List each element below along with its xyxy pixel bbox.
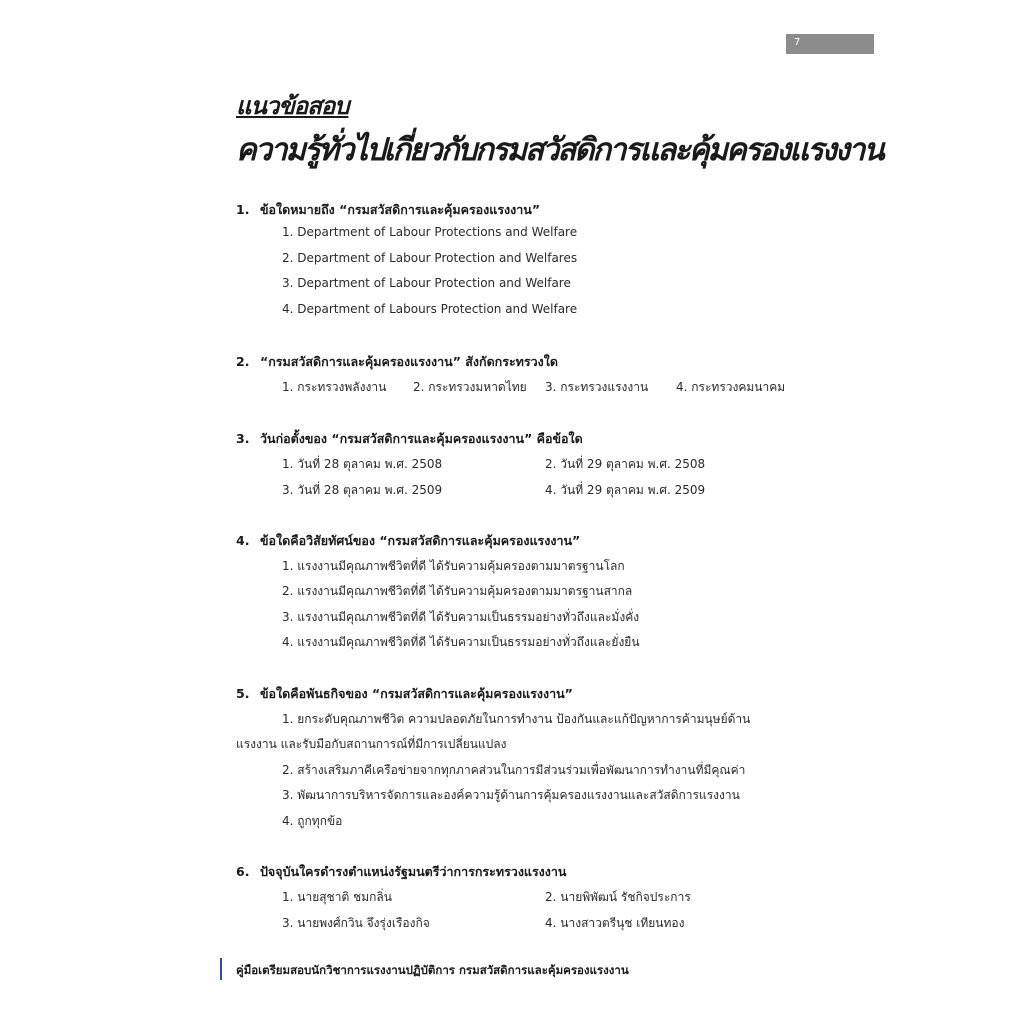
section-label: แนวข้อสอบ xyxy=(236,92,349,120)
question-2 xyxy=(236,352,558,372)
question-6-option-2: 2. นายพิพัฒน์ รัชกิจประการ xyxy=(545,890,691,904)
question-number: 5. xyxy=(236,686,250,701)
footer-text: คู่มือเตรียมสอบนักวิชาการแรงงานปฏิบัติการ กรมสวัสดิการและคุ้มครองแรงงาน xyxy=(236,963,629,977)
question-6-option-3: 3. นายพงศ์กวิน จึงรุ่งเรืองกิจ xyxy=(282,916,430,930)
question-number: 6. xyxy=(236,864,250,879)
page-number-box xyxy=(786,34,874,54)
question-5-option-3: 3. พัฒนาการบริหารจัดการและองค์ความรู้ด้านการคุ้มครองแรงงานและสวัสดิการแรงงาน xyxy=(282,788,740,802)
question-text: วันก่อตั้งของ “กรมสวัสดิการและคุ้มครองแรงงาน” คือข้อใด xyxy=(260,431,583,446)
question-text: ปัจจุบันใครดำรงตำแหน่งรัฐมนตรีว่าการกระทรวงแรงงาน xyxy=(260,864,567,879)
question-3 xyxy=(236,429,583,449)
question-5-option-1-continued: แรงงาน และรับมือกับสถานการณ์ที่มีการเปลี่ยนแปลง xyxy=(236,737,507,751)
question-4-option-3: 3. แรงงานมีคุณภาพชีวิตที่ดี ได้รับความเป็นธรรมอย่างทั่วถึงและมั่งคั่ง xyxy=(282,610,640,624)
question-5-option-1: 1. ยกระดับคุณภาพชีวิต ความปลอดภัยในการทำงาน ป้องกันและแก้ปัญหาการค้ามนุษย์ด้าน xyxy=(282,712,751,726)
question-5-option-4: 4. ถูกทุกข้อ xyxy=(282,814,343,828)
question-number: 4. xyxy=(236,533,250,548)
question-number: 3. xyxy=(236,431,250,446)
question-1-option-4: 4. Department of Labours Protection and Welfare xyxy=(282,302,578,316)
question-3-option-1: 1. วันที่ 28 ตุลาคม พ.ศ. 2508 xyxy=(282,457,443,471)
question-1 xyxy=(236,200,540,220)
question-1-option-1: 1. Department of Labour Protections and Welfare xyxy=(282,225,578,239)
question-number: 1. xyxy=(236,202,250,217)
question-1-option-2: 2. Department of Labour Protection and Welfares xyxy=(282,251,578,265)
question-6-option-4: 4. นางสาวตรีนุช เทียนทอง xyxy=(545,916,685,930)
question-2-option-3: 3. กระทรวงแรงงาน xyxy=(545,380,649,394)
question-3-option-4: 4. วันที่ 29 ตุลาคม พ.ศ. 2509 xyxy=(545,483,706,497)
question-2-option-2: 2. กระทรวงมหาดไทย xyxy=(413,380,527,394)
question-3-option-3: 3. วันที่ 28 ตุลาคม พ.ศ. 2509 xyxy=(282,483,443,497)
question-4-option-2: 2. แรงงานมีคุณภาพชีวิตที่ดี ได้รับความคุ้มครองตามมาตรฐานสากล xyxy=(282,584,633,598)
question-text: ข้อใดคือพันธกิจของ “กรมสวัสดิการและคุ้มครองแรงงาน” xyxy=(260,686,573,701)
question-4-option-1: 1. แรงงานมีคุณภาพชีวิตที่ดี ได้รับความคุ้มครองตามมาตรฐานโลก xyxy=(282,559,625,573)
question-5-option-2: 2. สร้างเสริมภาคีเครือข่ายจากทุกภาคส่วนในการมีส่วนร่วมเพื่อพัฒนาการทำงานที่มีคุณค่า xyxy=(282,763,746,777)
question-3-option-2: 2. วันที่ 29 ตุลาคม พ.ศ. 2508 xyxy=(545,457,706,471)
page-number: 7 xyxy=(794,37,801,48)
question-text: ข้อใดหมายถึง “กรมสวัสดิการและคุ้มครองแรงงาน” xyxy=(260,202,541,217)
question-6 xyxy=(236,862,566,882)
question-text: ข้อใดคือวิสัยทัศน์ของ “กรมสวัสดิการและคุ้มครองแรงงาน” xyxy=(260,533,581,548)
question-text: “กรมสวัสดิการและคุ้มครองแรงงาน” สังกัดกระทรวงใด xyxy=(260,354,558,369)
question-2-option-4: 4. กระทรวงคมนาคม xyxy=(676,380,786,394)
question-4-option-4: 4. แรงงานมีคุณภาพชีวิตที่ดี ได้รับความเป็นธรรมอย่างทั่วถึงและยั่งยืน xyxy=(282,635,640,649)
page-title: ความรู้ทั่วไปเกี่ยวกับกรมสวัสดิการและคุ้มครองแรงงาน xyxy=(236,132,883,168)
question-2-option-1: 1. กระทรวงพลังงาน xyxy=(282,380,387,394)
question-1-option-3: 3. Department of Labour Protection and Welfare xyxy=(282,276,571,290)
question-5 xyxy=(236,684,573,704)
question-number: 2. xyxy=(236,354,250,369)
question-6-option-1: 1. นายสุชาติ ชมกลิ่น xyxy=(282,890,392,904)
question-4 xyxy=(236,531,580,551)
footer-accent-bar xyxy=(220,958,222,980)
